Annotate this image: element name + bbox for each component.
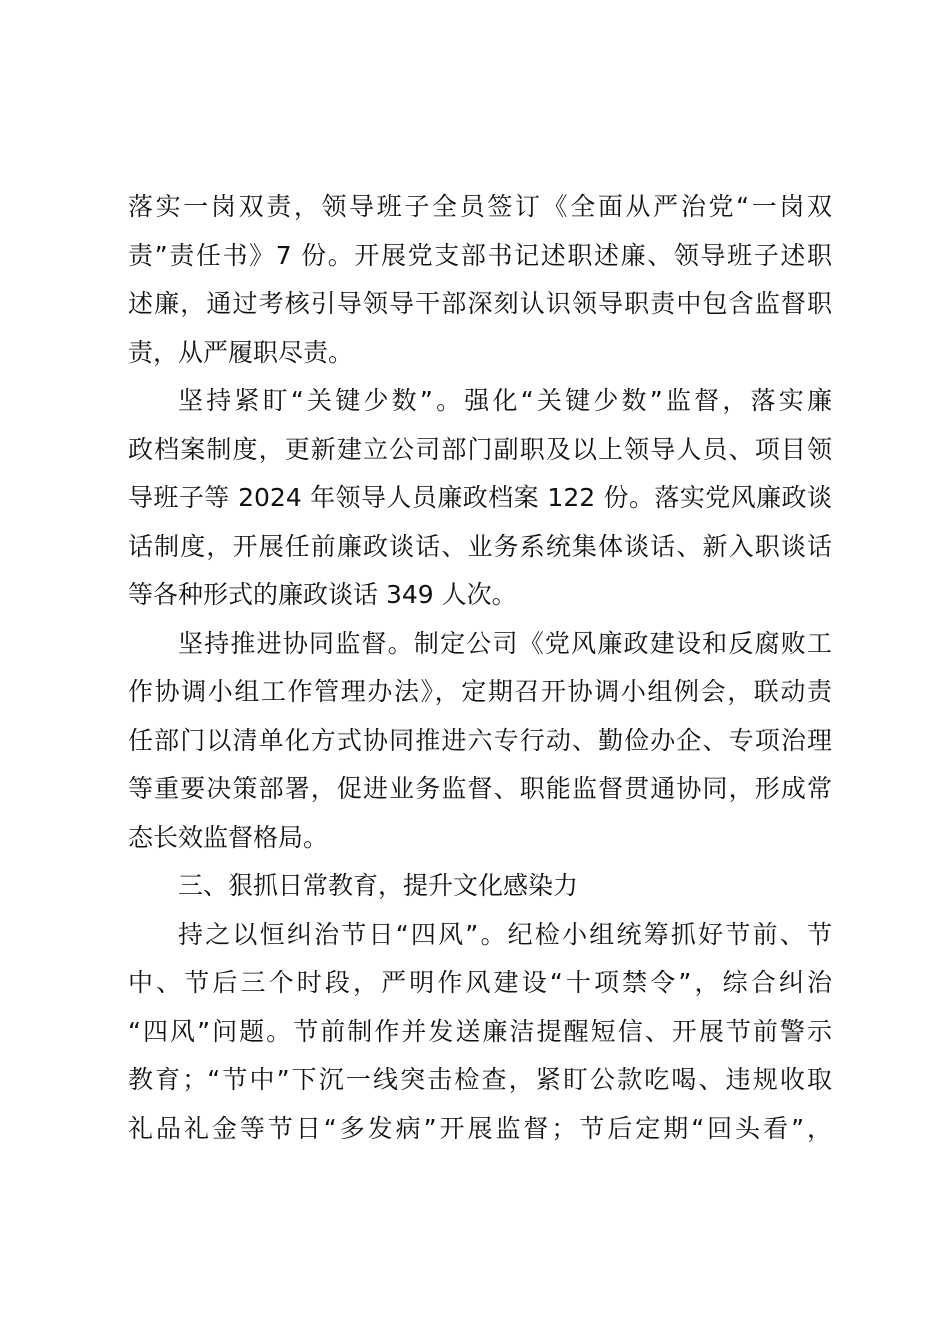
heading-line: 三、狠抓日常教育，提升文化感染力 [178,871,579,900]
text-line: 坚持推进协同监督。制定公司《党风廉政建设和反腐败工 [178,628,832,658]
text-line: 等各种形式的廉政谈话 349 人次。 [128,580,517,609]
section-heading [128,862,832,911]
text-line: 话制度，开展任前廉政谈话、业务系统集体谈话、新入职谈话 [128,531,832,561]
document-body [128,183,832,1153]
text-line: 态长效监督格局。 [128,822,329,852]
text-line: 任部门以清单化方式协同推进六专行动、勤俭办企、专项治理 [128,725,832,755]
text-line: 导班子等 2024 年领导人员廉政档案 122 份。落实党风廉政谈 [128,483,832,512]
text-line: 持之以恒纠治节日“四风”。纪检小组统筹抓好节前、节 [178,919,832,949]
text-line: 中、节后三个时段，严明作风建设“十项禁令”，综合纠治 [128,968,832,997]
text-line: 责，从严履职尽责。 [128,337,354,367]
paragraph-key-minority [128,377,832,620]
text-line: 责”责任书》7 份。开展党支部书记述职述廉、领导班子述职 [128,240,832,270]
text-line: 等重要决策部署，促进业务监督、职能监督贯通协同，形成常 [128,774,832,803]
text-line: 落实一岗双责，领导班子全员签订《全面从严治党“一岗双 [128,192,832,221]
paragraph-responsibility [128,183,832,377]
text-line: 政档案制度，更新建立公司部门副职及以上领导人员、项目领 [128,434,832,464]
text-line: 作协调小组工作管理办法》，定期召开协调小组例会，联动责 [128,677,832,706]
text-line: 述廉，通过考核引导领导干部深刻认识领导职责中包含监督职 [128,289,832,318]
text-line: 教育；“节中”下沉一线突击检查，紧盯公款吃喝、违规收取 [128,1065,832,1094]
text-line: 坚持紧盯“关键少数”。强化“关键少数”监督，落实廉 [178,386,832,415]
text-line: “四风”问题。节前制作并发送廉洁提醒短信、开展节前警示 [128,1016,832,1046]
paragraph-collaborative-supervision [128,620,832,863]
paragraph-four-winds [128,911,832,1154]
text-line: 礼品礼金等节日“多发病”开展监督；节后定期“回头看”， [128,1113,832,1143]
